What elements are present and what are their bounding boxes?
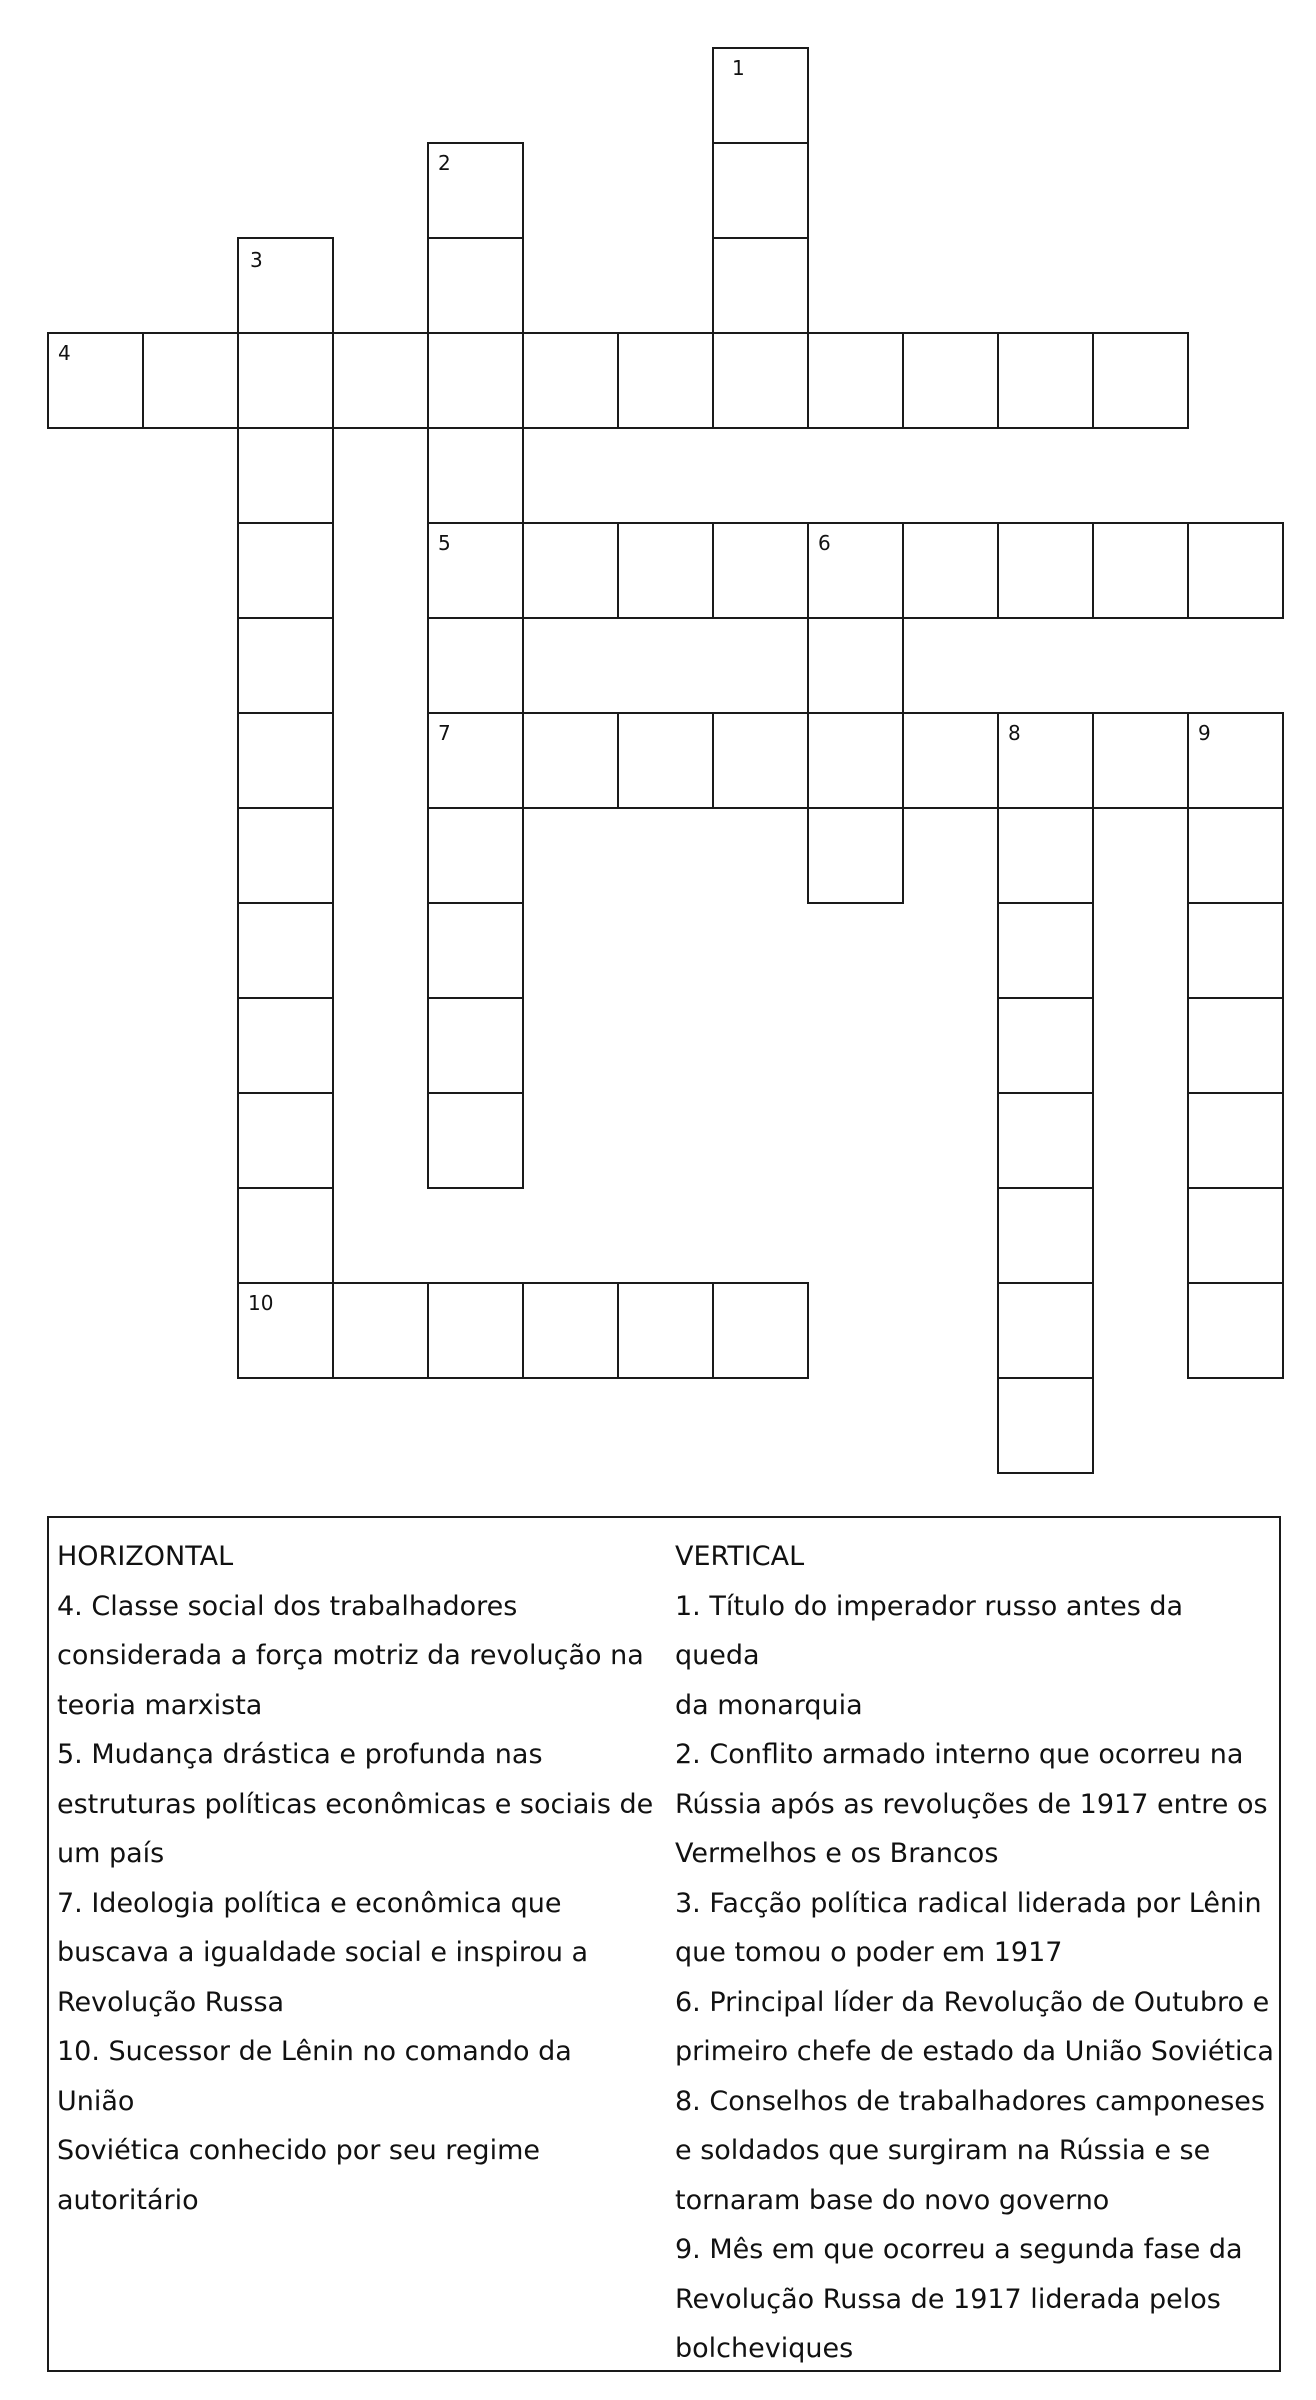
clue-text: e soldados que surgiram na Rússia e se — [675, 2135, 1211, 2166]
clue-number-5: 5 — [438, 531, 451, 555]
crossword-cell[interactable] — [712, 332, 809, 429]
crossword-cell[interactable] — [997, 997, 1094, 1094]
clue-text: 4. Classe social dos trabalhadores — [57, 1590, 518, 1622]
clues-box — [47, 1516, 1281, 2372]
clue-number-8: 8 — [1008, 721, 1021, 745]
clue-text: autoritário — [57, 2184, 199, 2216]
clue-text: Soviética conhecido por seu regime — [57, 2135, 540, 2166]
crossword-cell[interactable] — [902, 332, 999, 429]
crossword-cell[interactable] — [997, 1282, 1094, 1379]
clue-number-7: 7 — [438, 721, 451, 745]
crossword-cell[interactable] — [142, 332, 239, 429]
crossword-cell[interactable] — [997, 522, 1094, 619]
clue-text: buscava a igualdade social e inspirou a — [57, 1937, 589, 1968]
clue-number-6: 6 — [818, 531, 831, 555]
crossword-cell[interactable] — [427, 997, 524, 1094]
clue-text: 2. Conflito armado interno que ocorreu na — [675, 1739, 1244, 1770]
crossword-cell[interactable] — [1092, 522, 1189, 619]
crossword-cell[interactable] — [617, 332, 714, 429]
crossword-cell[interactable] — [807, 332, 904, 429]
clue-text: Vermelhos e os Brancos — [675, 1838, 999, 1869]
crossword-cell[interactable] — [237, 902, 334, 999]
crossword-cell[interactable] — [617, 522, 714, 619]
clue-text: Rússia após as revoluções de 1917 entre os — [675, 1788, 1268, 1820]
crossword-cell[interactable] — [712, 237, 809, 334]
crossword-cell[interactable] — [332, 332, 429, 429]
crossword-cell[interactable] — [617, 712, 714, 809]
clue-text: considerada a força motriz da revolução na — [57, 1640, 644, 1671]
clue-text: 10. Sucessor de Lênin no comando da União — [57, 2036, 572, 2117]
vertical-heading: VERTICAL — [675, 1541, 805, 1572]
crossword-cell[interactable] — [712, 522, 809, 619]
crossword-cell[interactable] — [1187, 522, 1284, 619]
clue-text: 7. Ideologia política e econômica que — [57, 1887, 562, 1919]
clue-text: 3. Facção política radical liderada por Lênin — [675, 1887, 1262, 1919]
crossword-cell[interactable] — [997, 902, 1094, 999]
crossword-cell[interactable] — [427, 617, 524, 714]
crossword-cell[interactable] — [237, 997, 334, 1094]
crossword-cell[interactable] — [1187, 902, 1284, 999]
clue-text: teoria marxista — [57, 1689, 263, 1721]
clue-text: um país — [57, 1838, 165, 1869]
crossword-cell[interactable] — [522, 332, 619, 429]
crossword-cell[interactable] — [237, 1092, 334, 1189]
crossword-cell[interactable] — [427, 807, 524, 904]
crossword-cell[interactable] — [807, 617, 904, 714]
crossword-cell[interactable] — [997, 807, 1094, 904]
clue-text: Revolução Russa de 1917 liderada pelos — [675, 2283, 1221, 2315]
clue-text: bolcheviques — [675, 2333, 854, 2364]
crossword-cell[interactable] — [807, 807, 904, 904]
clue-number-1: 1 — [732, 56, 745, 80]
clue-number-4: 4 — [58, 341, 71, 365]
crossword-cell[interactable] — [237, 427, 334, 524]
crossword-cell[interactable] — [902, 712, 999, 809]
crossword-cell[interactable] — [712, 1282, 809, 1379]
clue-text: 8. Conselhos de trabalhadores camponeses — [675, 2085, 1265, 2117]
crossword-cell[interactable] — [1187, 807, 1284, 904]
clue-text: 5. Mudança drástica e profunda nas — [57, 1739, 543, 1770]
clue-text: da monarquia — [675, 1689, 863, 1721]
crossword-cell[interactable] — [997, 1377, 1094, 1474]
crossword-cell[interactable] — [237, 1187, 334, 1284]
crossword-cell[interactable] — [522, 522, 619, 619]
crossword-cell[interactable] — [712, 712, 809, 809]
clue-number-3: 3 — [250, 248, 263, 272]
crossword-cell[interactable] — [902, 522, 999, 619]
clue-number-10: 10 — [248, 1291, 274, 1315]
crossword-cell[interactable] — [427, 427, 524, 524]
clue-text: 6. Principal líder da Revolução de Outubro e — [675, 1986, 1270, 2018]
clue-text: tornaram base do novo governo — [675, 2184, 1110, 2216]
crossword-cell[interactable] — [712, 142, 809, 239]
crossword-cell[interactable] — [1187, 1092, 1284, 1189]
crossword-cell[interactable] — [1092, 332, 1189, 429]
clue-number-2: 2 — [438, 151, 451, 175]
crossword-cell[interactable] — [617, 1282, 714, 1379]
crossword-cell[interactable] — [1187, 1282, 1284, 1379]
crossword-cell[interactable] — [237, 332, 334, 429]
crossword-cell[interactable] — [522, 712, 619, 809]
crossword-cell[interactable] — [807, 712, 904, 809]
crossword-cell[interactable] — [332, 1282, 429, 1379]
clue-text: 1. Título do imperador russo antes da queda — [675, 1590, 1184, 1671]
crossword-cell[interactable] — [237, 617, 334, 714]
clue-text: que tomou o poder em 1917 — [675, 1937, 1063, 1968]
crossword-cell[interactable] — [997, 1187, 1094, 1284]
clue-text: Revolução Russa — [57, 1986, 285, 2018]
crossword-cell[interactable] — [1092, 712, 1189, 809]
crossword-cell[interactable] — [237, 522, 334, 619]
crossword-cell[interactable] — [712, 47, 809, 144]
crossword-cell[interactable] — [237, 807, 334, 904]
crossword-cell[interactable] — [997, 1092, 1094, 1189]
crossword-cell[interactable] — [427, 237, 524, 334]
clue-text: primeiro chefe de estado da União Soviética — [675, 2036, 1274, 2067]
crossword-cell[interactable] — [427, 1092, 524, 1189]
crossword-cell[interactable] — [522, 1282, 619, 1379]
crossword-cell[interactable] — [1187, 1187, 1284, 1284]
horizontal-heading: HORIZONTAL — [57, 1541, 234, 1572]
crossword-cell[interactable] — [427, 902, 524, 999]
horizontal-clues — [57, 1532, 657, 2225]
crossword-cell[interactable] — [1187, 997, 1284, 1094]
crossword-cell[interactable] — [427, 1282, 524, 1379]
clue-text: estruturas políticas econômicas e sociais de — [57, 1788, 654, 1820]
vertical-clues — [675, 1532, 1275, 2374]
crossword-cell[interactable] — [427, 332, 524, 429]
crossword-cell[interactable] — [997, 332, 1094, 429]
clue-text: 9. Mês em que ocorreu a segunda fase da — [675, 2234, 1243, 2265]
clue-number-9: 9 — [1198, 721, 1211, 745]
crossword-cell[interactable] — [237, 712, 334, 809]
